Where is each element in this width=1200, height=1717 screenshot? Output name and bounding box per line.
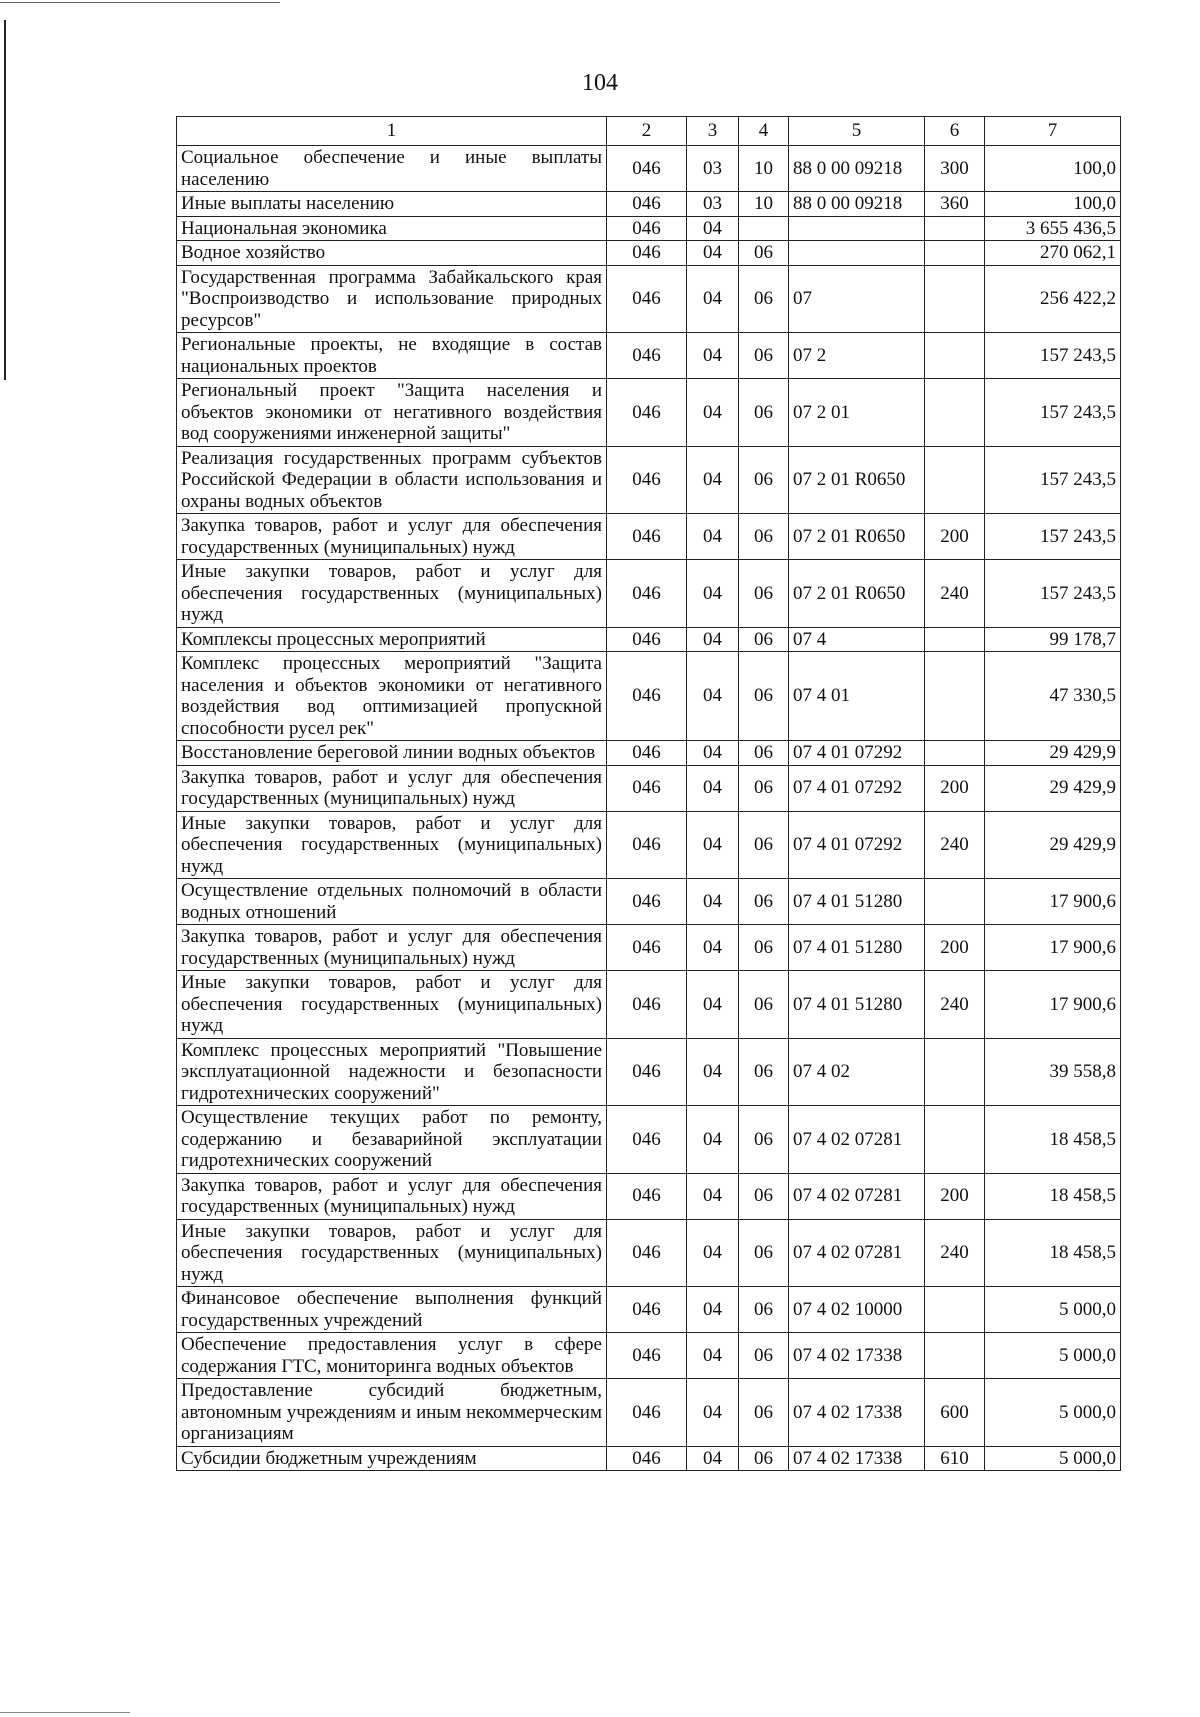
target-article-cell: 07 4 02 17338 xyxy=(789,1333,925,1379)
row-name-cell: Иные выплаты населению xyxy=(177,192,607,217)
subsection-cell: 06 xyxy=(739,560,789,628)
section-cell: 04 xyxy=(687,627,739,652)
code-cell: 046 xyxy=(607,446,687,514)
amount-cell: 157 243,5 xyxy=(985,514,1121,560)
table-row xyxy=(177,765,1121,811)
target-article-cell: 07 4 xyxy=(789,627,925,652)
column-header: 3 xyxy=(687,117,739,146)
subsection-cell: 06 xyxy=(739,1333,789,1379)
subsection-cell: 06 xyxy=(739,765,789,811)
target-article-cell: 88 0 00 09218 xyxy=(789,146,925,192)
amount-cell: 157 243,5 xyxy=(985,446,1121,514)
row-name-cell: Осуществление текущих работ по ремонту, содержанию и безаварийной эксплуатации гидротехнических сооружений xyxy=(177,1106,607,1174)
amount-cell: 5 000,0 xyxy=(985,1379,1121,1447)
row-name-cell: Комплекс процессных мероприятий "Повышение эксплуатационной надежности и безопасности гидротехнических сооружений" xyxy=(177,1038,607,1106)
table-row xyxy=(177,446,1121,514)
code-cell: 046 xyxy=(607,1333,687,1379)
code-cell: 046 xyxy=(607,1038,687,1106)
expense-type-cell: 300 xyxy=(925,146,985,192)
amount-cell: 29 429,9 xyxy=(985,741,1121,766)
expense-type-cell xyxy=(925,627,985,652)
target-article-cell: 07 2 01 R0650 xyxy=(789,560,925,628)
expense-type-cell xyxy=(925,379,985,447)
section-cell: 03 xyxy=(687,192,739,217)
subsection-cell: 06 xyxy=(739,741,789,766)
expense-type-cell xyxy=(925,241,985,266)
section-cell: 04 xyxy=(687,652,739,741)
code-cell: 046 xyxy=(607,265,687,333)
target-article-cell: 07 2 xyxy=(789,333,925,379)
expense-type-cell xyxy=(925,741,985,766)
section-cell: 04 xyxy=(687,1333,739,1379)
code-cell: 046 xyxy=(607,925,687,971)
subsection-cell: 10 xyxy=(739,192,789,217)
row-name-cell: Реализация государственных программ субъектов Российской Федерации в области использования и охраны водных объектов xyxy=(177,446,607,514)
section-cell: 03 xyxy=(687,146,739,192)
row-name-cell: Государственная программа Забайкальского края "Воспроизводство и использование природных ресурсов" xyxy=(177,265,607,333)
expense-type-cell xyxy=(925,265,985,333)
subsection-cell: 06 xyxy=(739,627,789,652)
section-cell: 04 xyxy=(687,1106,739,1174)
code-cell: 046 xyxy=(607,1106,687,1174)
section-cell: 04 xyxy=(687,379,739,447)
target-article-cell: 07 4 02 xyxy=(789,1038,925,1106)
code-cell: 046 xyxy=(607,765,687,811)
expense-type-cell xyxy=(925,1106,985,1174)
header-row xyxy=(177,117,1121,146)
row-name-cell: Субсидии бюджетным учреждениям xyxy=(177,1446,607,1471)
target-article-cell: 07 4 02 10000 xyxy=(789,1287,925,1333)
target-article-cell: 07 2 01 R0650 xyxy=(789,446,925,514)
row-name-cell: Социальное обеспечение и иные выплаты населению xyxy=(177,146,607,192)
code-cell: 046 xyxy=(607,1379,687,1447)
expense-type-cell: 240 xyxy=(925,971,985,1039)
expense-type-cell: 240 xyxy=(925,811,985,879)
amount-cell: 5 000,0 xyxy=(985,1333,1121,1379)
expense-type-cell: 240 xyxy=(925,560,985,628)
section-cell: 04 xyxy=(687,925,739,971)
subsection-cell: 06 xyxy=(739,1219,789,1287)
amount-cell: 39 558,8 xyxy=(985,1038,1121,1106)
amount-cell: 157 243,5 xyxy=(985,560,1121,628)
table-row xyxy=(177,627,1121,652)
section-cell: 04 xyxy=(687,1379,739,1447)
section-cell: 04 xyxy=(687,765,739,811)
code-cell: 046 xyxy=(607,146,687,192)
table-row xyxy=(177,146,1121,192)
table-row xyxy=(177,216,1121,241)
budget-table xyxy=(176,116,1121,1471)
table-row xyxy=(177,741,1121,766)
table-row xyxy=(177,925,1121,971)
row-name-cell: Иные закупки товаров, работ и услуг для обеспечения государственных (муниципальных) нужд xyxy=(177,971,607,1039)
row-name-cell: Закупка товаров, работ и услуг для обеспечения государственных (муниципальных) нужд xyxy=(177,514,607,560)
row-name-cell: Восстановление береговой линии водных объектов xyxy=(177,741,607,766)
amount-cell: 256 422,2 xyxy=(985,265,1121,333)
amount-cell: 18 458,5 xyxy=(985,1219,1121,1287)
row-name-cell: Обеспечение предоставления услуг в сфере содержания ГТС, мониторинга водных объектов xyxy=(177,1333,607,1379)
expense-type-cell: 200 xyxy=(925,514,985,560)
subsection-cell: 06 xyxy=(739,1446,789,1471)
table-row xyxy=(177,1106,1121,1174)
expense-type-cell: 360 xyxy=(925,192,985,217)
amount-cell: 100,0 xyxy=(985,146,1121,192)
amount-cell: 18 458,5 xyxy=(985,1173,1121,1219)
row-name-cell: Закупка товаров, работ и услуг для обеспечения государственных (муниципальных) нужд xyxy=(177,765,607,811)
amount-cell: 157 243,5 xyxy=(985,333,1121,379)
table-row xyxy=(177,1333,1121,1379)
column-header: 4 xyxy=(739,117,789,146)
section-cell: 04 xyxy=(687,971,739,1039)
table-row xyxy=(177,971,1121,1039)
target-article-cell: 07 xyxy=(789,265,925,333)
table-row xyxy=(177,1173,1121,1219)
target-article-cell: 07 4 02 17338 xyxy=(789,1379,925,1447)
subsection-cell: 06 xyxy=(739,811,789,879)
expense-type-cell: 600 xyxy=(925,1379,985,1447)
table-row xyxy=(177,192,1121,217)
code-cell: 046 xyxy=(607,627,687,652)
expense-type-cell: 200 xyxy=(925,765,985,811)
column-header: 5 xyxy=(789,117,925,146)
table-row xyxy=(177,811,1121,879)
table-row xyxy=(177,1446,1121,1471)
target-article-cell: 07 2 01 R0650 xyxy=(789,514,925,560)
table-row xyxy=(177,652,1121,741)
row-name-cell: Иные закупки товаров, работ и услуг для обеспечения государственных (муниципальных) нужд xyxy=(177,811,607,879)
table-row xyxy=(177,514,1121,560)
column-header: 6 xyxy=(925,117,985,146)
table-row xyxy=(177,560,1121,628)
row-name-cell: Национальная экономика xyxy=(177,216,607,241)
amount-cell: 270 062,1 xyxy=(985,241,1121,266)
code-cell: 046 xyxy=(607,1219,687,1287)
amount-cell: 18 458,5 xyxy=(985,1106,1121,1174)
target-article-cell: 07 4 01 51280 xyxy=(789,971,925,1039)
code-cell: 046 xyxy=(607,1173,687,1219)
code-cell: 046 xyxy=(607,741,687,766)
column-header: 1 xyxy=(177,117,607,146)
amount-cell: 5 000,0 xyxy=(985,1287,1121,1333)
target-article-cell: 07 4 02 07281 xyxy=(789,1106,925,1174)
code-cell: 046 xyxy=(607,379,687,447)
amount-cell: 17 900,6 xyxy=(985,925,1121,971)
table-row xyxy=(177,379,1121,447)
expense-type-cell xyxy=(925,216,985,241)
amount-cell: 29 429,9 xyxy=(985,811,1121,879)
table-row xyxy=(177,879,1121,925)
amount-cell: 157 243,5 xyxy=(985,379,1121,447)
row-name-cell: Предоставление субсидий бюджетным, автономным учреждениям и иным некоммерческим организациям xyxy=(177,1379,607,1447)
target-article-cell: 07 4 01 51280 xyxy=(789,925,925,971)
amount-cell: 100,0 xyxy=(985,192,1121,217)
section-cell: 04 xyxy=(687,560,739,628)
scan-edge-line-bottom xyxy=(0,1712,130,1713)
section-cell: 04 xyxy=(687,1287,739,1333)
row-name-cell: Региональные проекты, не входящие в состав национальных проектов xyxy=(177,333,607,379)
row-name-cell: Финансовое обеспечение выполнения функций государственных учреждений xyxy=(177,1287,607,1333)
code-cell: 046 xyxy=(607,560,687,628)
section-cell: 04 xyxy=(687,446,739,514)
expense-type-cell xyxy=(925,652,985,741)
row-name-cell: Иные закупки товаров, работ и услуг для обеспечения государственных (муниципальных) нужд xyxy=(177,1219,607,1287)
expense-type-cell xyxy=(925,333,985,379)
row-name-cell: Закупка товаров, работ и услуг для обеспечения государственных (муниципальных) нужд xyxy=(177,1173,607,1219)
target-article-cell: 88 0 00 09218 xyxy=(789,192,925,217)
subsection-cell: 06 xyxy=(739,1287,789,1333)
expense-type-cell xyxy=(925,1287,985,1333)
section-cell: 04 xyxy=(687,265,739,333)
expense-type-cell xyxy=(925,1038,985,1106)
column-header: 2 xyxy=(607,117,687,146)
subsection-cell: 10 xyxy=(739,146,789,192)
expense-type-cell xyxy=(925,1333,985,1379)
section-cell: 04 xyxy=(687,1173,739,1219)
subsection-cell xyxy=(739,216,789,241)
target-article-cell: 07 4 01 07292 xyxy=(789,765,925,811)
amount-cell: 5 000,0 xyxy=(985,1446,1121,1471)
table-row xyxy=(177,241,1121,266)
column-header: 7 xyxy=(985,117,1121,146)
row-name-cell: Иные закупки товаров, работ и услуг для обеспечения государственных (муниципальных) нужд xyxy=(177,560,607,628)
subsection-cell: 06 xyxy=(739,1379,789,1447)
table-row xyxy=(177,1038,1121,1106)
row-name-cell: Комплексы процессных мероприятий xyxy=(177,627,607,652)
code-cell: 046 xyxy=(607,1287,687,1333)
row-name-cell: Комплекс процессных мероприятий "Защита населения и объектов экономики от негативного воздействия вод оптимизацией пропускной способности русел рек" xyxy=(177,652,607,741)
row-name-cell: Региональный проект "Защита населения и объектов экономики от негативного воздействия вод сооружениями инженерной защиты" xyxy=(177,379,607,447)
target-article-cell: 07 4 01 xyxy=(789,652,925,741)
expense-type-cell: 240 xyxy=(925,1219,985,1287)
expense-type-cell xyxy=(925,446,985,514)
code-cell: 046 xyxy=(607,1446,687,1471)
amount-cell: 29 429,9 xyxy=(985,765,1121,811)
table-row xyxy=(177,333,1121,379)
code-cell: 046 xyxy=(607,971,687,1039)
subsection-cell: 06 xyxy=(739,333,789,379)
table-row xyxy=(177,1219,1121,1287)
amount-cell: 47 330,5 xyxy=(985,652,1121,741)
subsection-cell: 06 xyxy=(739,265,789,333)
code-cell: 046 xyxy=(607,216,687,241)
target-article-cell: 07 4 01 51280 xyxy=(789,879,925,925)
table-row xyxy=(177,1379,1121,1447)
row-name-cell: Водное хозяйство xyxy=(177,241,607,266)
subsection-cell: 06 xyxy=(739,1106,789,1174)
subsection-cell: 06 xyxy=(739,379,789,447)
target-article-cell xyxy=(789,216,925,241)
code-cell: 046 xyxy=(607,514,687,560)
section-cell: 04 xyxy=(687,1219,739,1287)
section-cell: 04 xyxy=(687,811,739,879)
section-cell: 04 xyxy=(687,1038,739,1106)
target-article-cell: 07 4 01 07292 xyxy=(789,741,925,766)
page-number: 104 xyxy=(582,70,618,96)
section-cell: 04 xyxy=(687,333,739,379)
expense-type-cell: 200 xyxy=(925,925,985,971)
expense-type-cell: 610 xyxy=(925,1446,985,1471)
subsection-cell: 06 xyxy=(739,514,789,560)
scan-edge-line-top xyxy=(0,2,280,3)
subsection-cell: 06 xyxy=(739,1173,789,1219)
subsection-cell: 06 xyxy=(739,446,789,514)
section-cell: 04 xyxy=(687,216,739,241)
code-cell: 046 xyxy=(607,192,687,217)
code-cell: 046 xyxy=(607,333,687,379)
subsection-cell: 06 xyxy=(739,925,789,971)
row-name-cell: Осуществление отдельных полномочий в области водных отношений xyxy=(177,879,607,925)
code-cell: 046 xyxy=(607,652,687,741)
subsection-cell: 06 xyxy=(739,879,789,925)
target-article-cell: 07 4 01 07292 xyxy=(789,811,925,879)
code-cell: 046 xyxy=(607,879,687,925)
expense-type-cell xyxy=(925,879,985,925)
target-article-cell: 07 4 02 07281 xyxy=(789,1219,925,1287)
section-cell: 04 xyxy=(687,514,739,560)
subsection-cell: 06 xyxy=(739,1038,789,1106)
row-name-cell: Закупка товаров, работ и услуг для обеспечения государственных (муниципальных) нужд xyxy=(177,925,607,971)
section-cell: 04 xyxy=(687,879,739,925)
amount-cell: 99 178,7 xyxy=(985,627,1121,652)
code-cell: 046 xyxy=(607,811,687,879)
target-article-cell: 07 2 01 xyxy=(789,379,925,447)
subsection-cell: 06 xyxy=(739,652,789,741)
code-cell: 046 xyxy=(607,241,687,266)
amount-cell: 17 900,6 xyxy=(985,971,1121,1039)
expense-type-cell: 200 xyxy=(925,1173,985,1219)
table-row xyxy=(177,1287,1121,1333)
subsection-cell: 06 xyxy=(739,971,789,1039)
subsection-cell: 06 xyxy=(739,241,789,266)
table-body xyxy=(177,146,1121,1471)
target-article-cell: 07 4 02 17338 xyxy=(789,1446,925,1471)
amount-cell: 17 900,6 xyxy=(985,879,1121,925)
section-cell: 04 xyxy=(687,241,739,266)
amount-cell: 3 655 436,5 xyxy=(985,216,1121,241)
target-article-cell: 07 4 02 07281 xyxy=(789,1173,925,1219)
section-cell: 04 xyxy=(687,1446,739,1471)
target-article-cell xyxy=(789,241,925,266)
table-row xyxy=(177,265,1121,333)
section-cell: 04 xyxy=(687,741,739,766)
